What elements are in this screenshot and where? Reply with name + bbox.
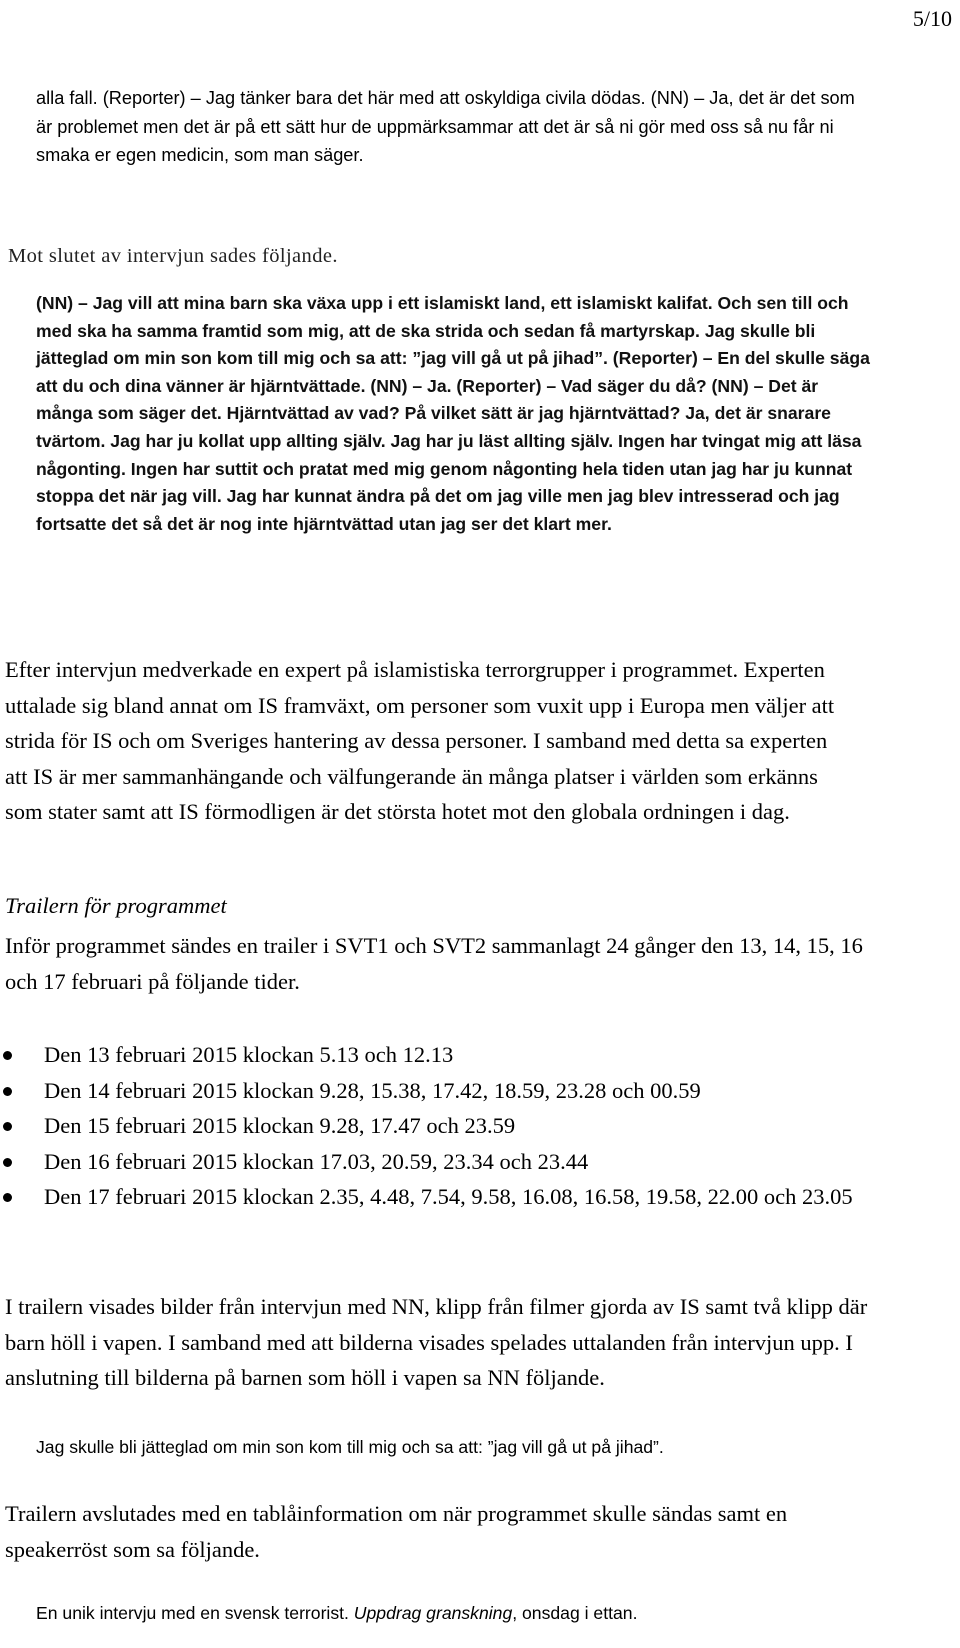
bullet-icon xyxy=(3,1051,12,1060)
list-item xyxy=(0,1179,900,1215)
section-heading-end-of-interview: Mot slutet av intervjun sades följande. xyxy=(8,245,338,267)
trailer-quote: Jag skulle bli jätteglad om min son kom till mig och sa att: ”jag vill gå ut på jihad”. xyxy=(36,1437,664,1457)
bullet-icon xyxy=(3,1193,12,1202)
trailer-schedule-list xyxy=(0,1037,900,1215)
bullet-icon xyxy=(3,1158,12,1167)
speaker-quote-end: , onsdag i ettan. xyxy=(512,1603,638,1623)
trailer-heading: Trailern för programmet xyxy=(5,893,227,918)
schedule-item-text: Den 17 februari 2015 klockan 2.35, 4.48, 7.54, 9.58, 16.08, 16.58, 19.58, 22.00 och 23.05 xyxy=(44,1184,853,1209)
trailer-intro-paragraph: Inför programmet sändes en trailer i SVT1 och SVT2 sammanlagt 24 gånger den 13, 14, 15, 16 och 17 februari på följande tider. xyxy=(5,933,863,994)
page-number: 5/10 xyxy=(912,6,952,31)
schedule-item-text: Den 13 februari 2015 klockan 5.13 och 12.13 xyxy=(44,1042,454,1067)
program-name: Uppdrag granskning xyxy=(353,1603,513,1623)
interview-quote-paragraph: (NN) – Jag vill att mina barn ska växa upp i ett islamiskt land, ett islamiskt kalifat. Och sen till och med ska ha samma framtid som mig, att de ska strida och sedan få martyrskap. Jag skulle bli jätteglad om min son kom till mig och sa att: ”jag vill gå ut på jihad”. (Reporter) – En del skulle säga att du och dina vänner är hjärntvättade. (NN) – Ja. (Reporter) – Vad säger du då? (NN) – Det är många som säger det. Hjärntvättad av vad? På vilket sätt är jag hjärntvättad? Ja, det är snarare tvärtom. Jag har ju kollat upp allting själv. Jag har ju läst allting själv. Ingen har tvingat mig att läsa någonting. Ingen har suttit och pratat med mig genom någonting hela tiden utan jag har ju kunnat stoppa det när jag vill. Jag har kunnat ändra på det om jag ville men jag blev intresserad och jag fortsatte det så det är nog inte hjärntvättad utan jag ser det klart mer. xyxy=(36,293,870,534)
list-item xyxy=(0,1144,900,1180)
speaker-quote-start: En unik intervju med en svensk terrorist. xyxy=(36,1603,354,1623)
interview-paragraph-1: alla fall. (Reporter) – Jag tänker bara det här med att oskyldiga civila dödas. (NN) – Ja, det är det som är problemet men det är på ett sätt hur de uppmärksammar att det är så ni gör med oss så nu får ni smaka er egen medicin, som man säger. xyxy=(36,88,855,165)
schedule-item-text: Den 15 februari 2015 klockan 9.28, 17.47 och 23.59 xyxy=(44,1113,516,1138)
schedule-item-text: Den 16 februari 2015 klockan 17.03, 20.59, 23.34 och 23.44 xyxy=(44,1148,589,1174)
list-item xyxy=(0,1037,900,1073)
trailer-ending-paragraph: Trailern avslutades med en tablåinformation om när programmet skulle sändas samt en speakerröst som sa följande. xyxy=(5,1501,788,1562)
bullet-icon xyxy=(3,1122,12,1131)
expert-paragraph: Efter intervjun medverkade en expert på islamistiska terrorgrupper i programmet. Experten uttalade sig bland annat om IS framväxt, om personer som vuxit upp i Europa men väljer att strida för IS och om Sveriges hantering av dessa personer. I samband med detta sa experten att IS är mer sammanhängande och välfungerande än många platser i världen som erkänns som stater samt att IS förmodligen är det största hotet mot den globala ordningen i dag. xyxy=(5,657,835,824)
list-item xyxy=(0,1108,900,1144)
schedule-item-text: Den 14 februari 2015 klockan 9.28, 15.38, 17.42, 18.59, 23.28 och 00.59 xyxy=(44,1077,701,1103)
trailer-content-paragraph: I trailern visades bilder från intervjun med NN, klipp från filmer gjorda av IS samt två klipp där barn höll i vapen. I samband med att bilderna visades spelades uttalanden från intervjun upp. I anslutning till bilderna på barnen som höll i vapen sa NN följande. xyxy=(5,1294,868,1390)
list-item xyxy=(0,1073,900,1109)
bullet-icon xyxy=(3,1087,12,1096)
speaker-quote xyxy=(36,1600,876,1626)
